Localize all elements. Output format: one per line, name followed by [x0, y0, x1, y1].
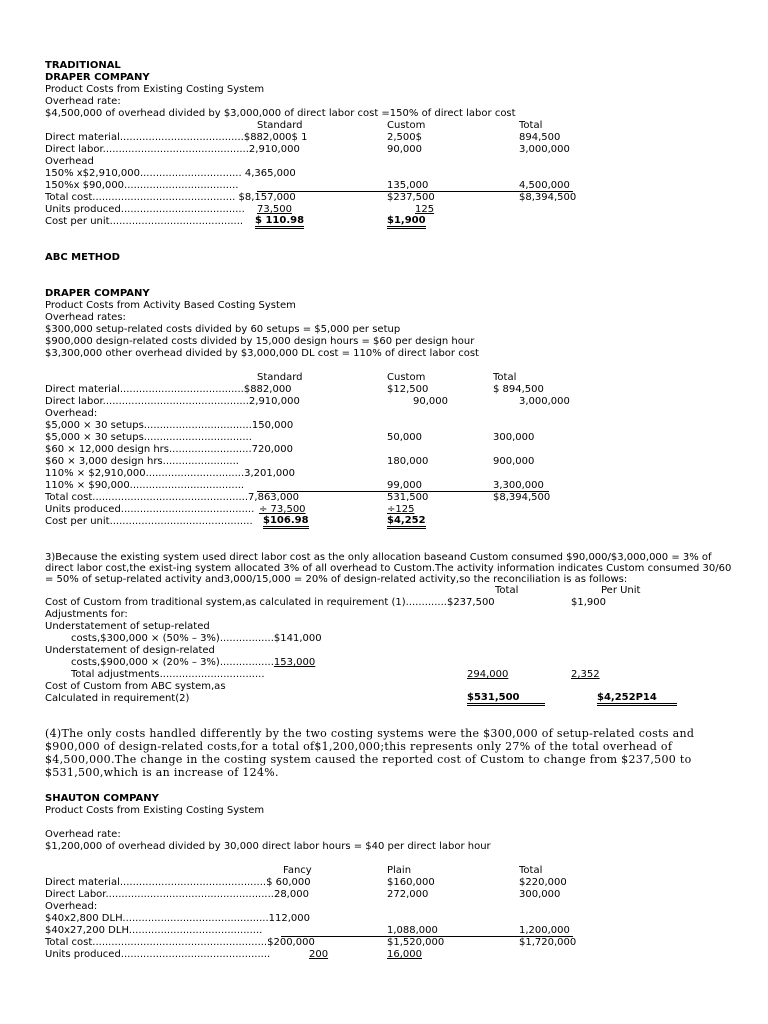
- custom-value: 2,500$: [387, 132, 422, 143]
- custom-value: $12,500: [387, 384, 429, 395]
- section-subtitle: Product Costs from Activity Based Costing System: [45, 300, 296, 311]
- total-value: $1,720,000: [519, 937, 577, 948]
- custom-value: 90,000: [387, 144, 422, 155]
- total-value: 300,000: [519, 889, 561, 900]
- custom-value: $4,252: [387, 516, 426, 529]
- per-unit-value: 2,352: [571, 669, 600, 680]
- plain-value: $1,520,000: [387, 937, 445, 948]
- reconciliation-row: [45, 597, 735, 609]
- column-header: Plain: [387, 865, 412, 876]
- total-value: 3,300,000: [493, 480, 544, 491]
- fancy-value: 200: [309, 949, 329, 960]
- total-value: 4,500,000: [519, 180, 570, 191]
- table-row: [45, 168, 735, 180]
- table-row: [45, 432, 735, 444]
- standard-value: $106.98: [263, 516, 309, 529]
- standard-value: 73,500: [257, 204, 292, 215]
- conclusion-paragraph: (4)The only costs handled differently by the two costing systems were the $300,000 of setup-related costs and $900,000 of design-related costs,for a total of$1,200,000;this represents only 27% of the total overhead of $4,500,000.The change in the costing system caused the reported cost of Custom to change from $237,500 to $531,500,which is an increase of 124%.: [45, 727, 695, 779]
- section-heading-traditional: TRADITIONAL: [45, 60, 121, 71]
- table-row: [45, 132, 735, 144]
- overhead-rates-label: Overhead rates:: [45, 312, 126, 323]
- total-value: $8,394,500: [493, 492, 551, 503]
- column-header: Total: [495, 585, 519, 596]
- row-label: Units produced.......................................: [45, 204, 245, 215]
- row-label: Total cost.................................................7,863,000: [45, 492, 299, 503]
- row-label: costs,$900,000 × (20% – 3%).................: [71, 657, 274, 668]
- custom-value: 180,000: [387, 456, 429, 467]
- custom-value: 531,500: [387, 492, 429, 503]
- custom-value: $1,900: [387, 216, 426, 229]
- column-header: Fancy: [283, 865, 312, 876]
- reconciliation-row: [45, 657, 735, 669]
- standard-value: ÷ 73,500: [259, 504, 306, 515]
- row-label: Units produced..........................................: [45, 504, 255, 515]
- total-value: $ 894,500: [493, 384, 544, 395]
- table-row: [45, 396, 735, 408]
- row-label: Cost of Custom from traditional system,as calculated in requirement (1).............$237,500: [45, 597, 495, 608]
- row-label: Direct material.......................................$882,000$ 1: [45, 132, 308, 143]
- plain-value: 272,000: [387, 889, 429, 900]
- row-label: Direct labor..............................................2,910,000: [45, 396, 300, 407]
- document-page: [45, 60, 735, 961]
- table-row: [45, 913, 735, 925]
- table-row: [45, 408, 735, 420]
- row-label: Total cost.......................................................$200,000: [45, 937, 315, 948]
- overhead-rate-label: Overhead rate:: [45, 96, 121, 107]
- column-headers: [45, 120, 735, 132]
- table-row: [45, 180, 735, 192]
- row-label: $60 × 3,000 design hrs........................: [45, 456, 239, 467]
- row-label: $5,000 × 30 setups..................................: [45, 432, 252, 443]
- table-row: [45, 468, 735, 480]
- column-headers: [45, 372, 735, 384]
- total-value: $8,394,500: [519, 192, 577, 203]
- column-header: Standard: [257, 120, 303, 131]
- total-value: 3,000,000: [519, 144, 570, 155]
- table-row: [45, 949, 735, 961]
- standard-value: $ 110.98: [255, 216, 304, 229]
- row-label: Cost per unit.............................................: [45, 516, 253, 527]
- rate-line: $300,000 setup-related costs divided by 60 setups = $5,000 per setup: [45, 324, 401, 335]
- section-heading-abc: ABC METHOD: [45, 252, 120, 263]
- company-name: DRAPER COMPANY: [45, 288, 150, 299]
- table-row: [45, 456, 735, 468]
- custom-value: 99,000: [387, 480, 422, 491]
- row-label: 150%x $90,000....................................: [45, 180, 239, 191]
- plain-value: 1,088,000: [387, 925, 438, 936]
- reconciliation-row: Cost of Custom from ABC system,as: [45, 681, 226, 692]
- custom-value: 50,000: [387, 432, 422, 443]
- total-value: 1,200,000: [519, 925, 570, 936]
- custom-value: 90,000: [413, 396, 448, 407]
- row-label: $40x2,800 DLH..............................................112,000: [45, 913, 310, 924]
- table-row: [45, 492, 735, 504]
- row-label: Direct material..............................................$ 60,000: [45, 877, 311, 888]
- row-label: Units produced...............................................: [45, 949, 271, 960]
- table-row: [45, 420, 735, 432]
- row-label: Overhead: [45, 156, 94, 167]
- row-label: Direct labor..............................................2,910,000: [45, 144, 300, 155]
- rate-line: $900,000 design-related costs divided by 15,000 design hours = $60 per design hour: [45, 336, 475, 347]
- table-row: [45, 877, 735, 889]
- plain-value: $160,000: [387, 877, 435, 888]
- design-adjustment-value: 153,000: [273, 657, 316, 668]
- column-header: Total: [519, 865, 543, 876]
- reconciliation-row: [45, 693, 735, 705]
- reconciliation-row: Understatement of setup-related: [45, 621, 210, 632]
- row-label: 110% × $2,910,000...............................3,201,000: [45, 468, 296, 479]
- custom-value: $237,500: [387, 192, 435, 203]
- row-label: Overhead:: [45, 901, 98, 912]
- overhead-rate-text: $1,200,000 of overhead divided by 30,000 direct labor hours = $40 per direct labor hour: [45, 841, 491, 852]
- table-row: [45, 144, 735, 156]
- column-header: Total: [519, 120, 543, 131]
- column-header: Standard: [257, 372, 303, 383]
- total-value: 300,000: [493, 432, 535, 443]
- column-header: Per Unit: [601, 585, 641, 596]
- company-name: SHAUTON COMPANY: [45, 793, 159, 804]
- row-label: Direct material.......................................$882,000: [45, 384, 292, 395]
- rate-line: $3,300,000 other overhead divided by $3,000,000 DL cost = 110% of direct labor cost: [45, 348, 479, 359]
- table-row: [45, 192, 735, 204]
- section-subtitle: Product Costs from Existing Costing System: [45, 84, 265, 95]
- overhead-rate-label: Overhead rate:: [45, 829, 121, 840]
- reconciliation-row: [45, 669, 735, 681]
- custom-value: 125: [415, 204, 435, 215]
- table-row: [45, 480, 735, 492]
- plain-value: 16,000: [387, 949, 422, 960]
- table-row: [45, 937, 735, 949]
- table-row: [45, 156, 735, 168]
- row-label: Total adjustments.................................: [71, 669, 265, 680]
- column-header: Custom: [387, 120, 426, 131]
- total-value: $531,500: [467, 693, 545, 706]
- table-row: [45, 384, 735, 396]
- reconciliation-column-headers: [45, 585, 735, 597]
- total-value: 900,000: [493, 456, 535, 467]
- column-header: Custom: [387, 372, 426, 383]
- row-label: Direct Labor.....................................................28,000: [45, 889, 309, 900]
- total-value: 294,000: [467, 669, 509, 680]
- row-label: Calculated in requirement(2): [45, 693, 190, 704]
- reconciliation-intro: 3)Because the existing system used direct labor cost as the only allocation baseand Custom consumed $90,000/$3,000,000 = 3% of direct labor cost,the exist-ing system allocated 3% of all overhead to Custom.The activity information indicates Custom consumed 30/60 = 50% of setup-related activity and3,000/15,000 = 20% of design-related activity,so the reconciliation is as follows:: [45, 552, 732, 585]
- reconciliation-row: costs,$300,000 × (50% – 3%).................$141,000: [71, 633, 322, 644]
- total-value: $220,000: [519, 877, 567, 888]
- overhead-rate-text: $4,500,000 of overhead divided by $3,000,000 of direct labor cost =150% of direct labor cost: [45, 108, 516, 119]
- row-label: Cost per unit..........................................: [45, 216, 244, 227]
- row-label: 150% x$2,910,000................................ 4,365,000: [45, 168, 296, 179]
- table-row: [45, 901, 735, 913]
- column-headers: [45, 865, 735, 877]
- total-value: 894,500: [519, 132, 561, 143]
- custom-value: 135,000: [387, 180, 429, 191]
- reconciliation-row: Adjustments for:: [45, 609, 128, 620]
- table-row: [45, 444, 735, 456]
- section-subtitle: Product Costs from Existing Costing System: [45, 805, 265, 816]
- reconciliation-row: Understatement of design-related: [45, 645, 215, 656]
- table-row: [45, 889, 735, 901]
- row-label: $5,000 × 30 setups..................................150,000: [45, 420, 294, 431]
- row-label: Overhead:: [45, 408, 98, 419]
- row-label: $40x27,200 DLH..........................................: [45, 925, 263, 936]
- row-label: $60 × 12,000 design hrs..........................720,000: [45, 444, 294, 455]
- total-value: 3,000,000: [519, 396, 570, 407]
- row-label: Total cost............................................. $8,157,000: [45, 192, 296, 203]
- per-unit-value: $4,252P14: [597, 693, 677, 706]
- per-unit-value: $1,900: [571, 597, 606, 608]
- column-header: Total: [493, 372, 517, 383]
- table-row: [45, 925, 735, 937]
- table-row: [45, 516, 735, 528]
- company-name: DRAPER COMPANY: [45, 72, 150, 83]
- custom-value: ÷125: [387, 504, 415, 515]
- row-label: 110% × $90,000....................................: [45, 480, 245, 491]
- table-row: [45, 216, 735, 228]
